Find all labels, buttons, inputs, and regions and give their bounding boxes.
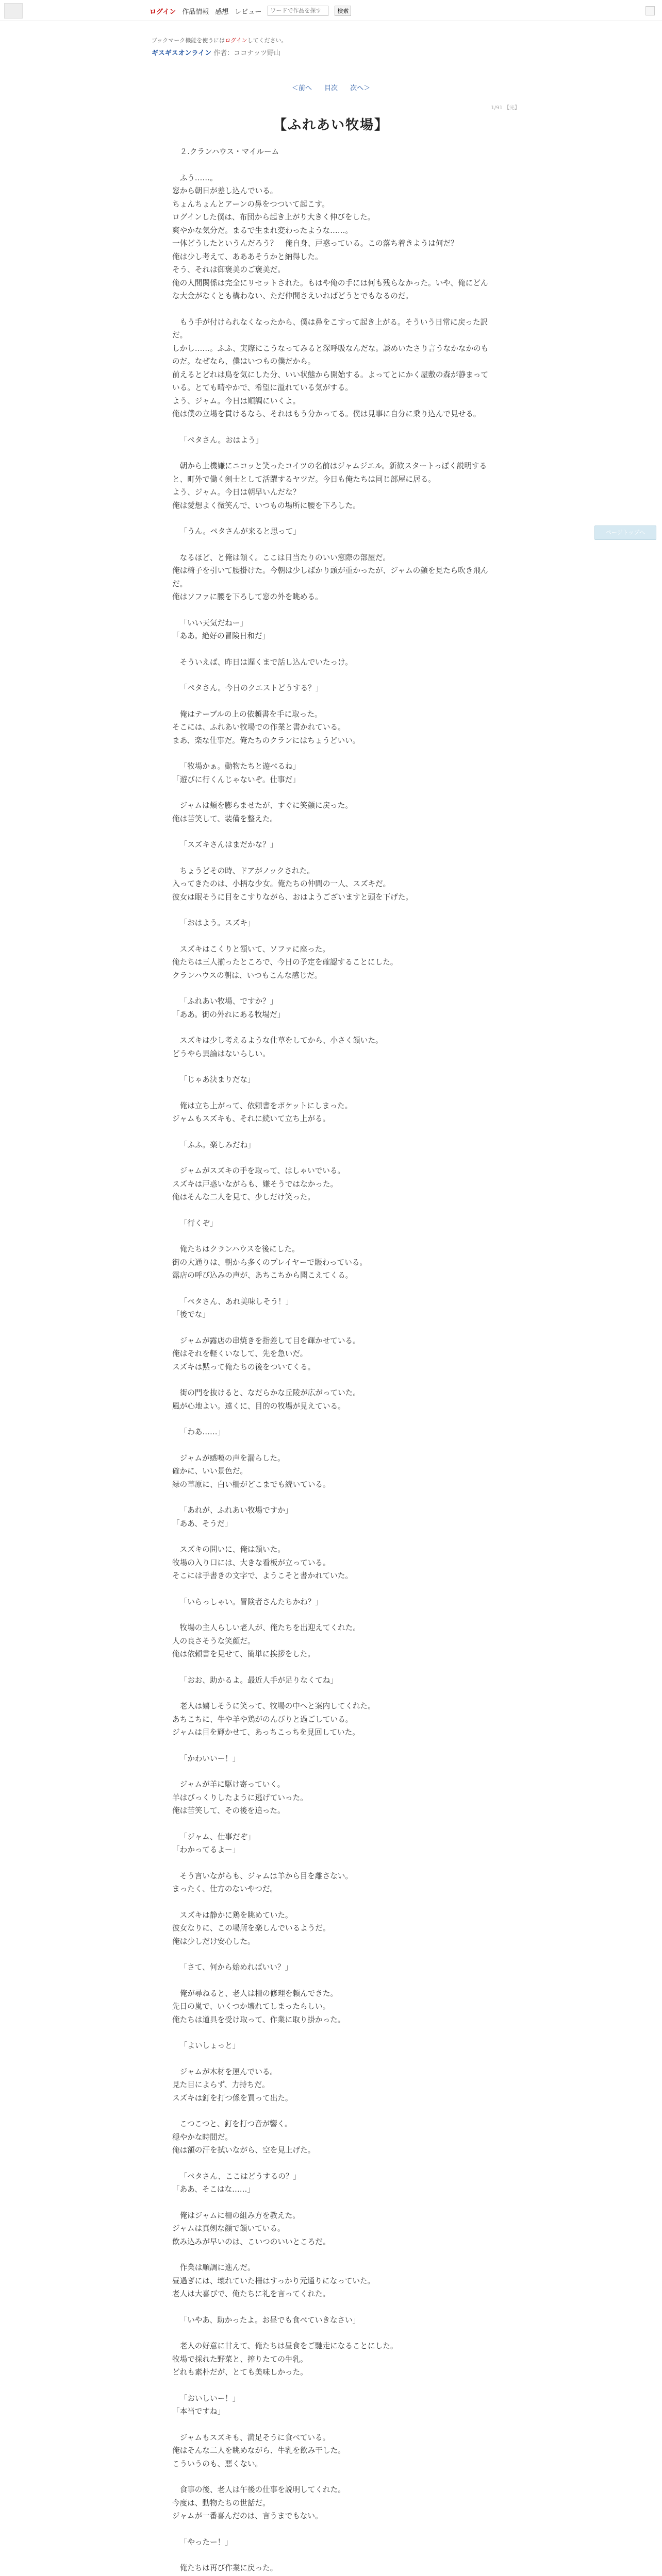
- body-paragraph: スズキの問いに、俺は頷いた。 牧場の入り口には、大きな看板が立っている。 そこには手書きの文字で、ようこそと書かれていた。: [172, 1545, 353, 1580]
- body-paragraph: 「よいしょっと」: [179, 2041, 240, 2050]
- body-paragraph: 作業は順調に進んだ。 昼過ぎには、壊れていた柵はすっかり元通りになっていた。 老人は大喜びで、俺たちに礼を言ってくれた。: [172, 2263, 375, 2298]
- menu-icon[interactable]: [646, 6, 655, 15]
- login-link[interactable]: ログイン: [150, 8, 176, 16]
- top-bar: [0, 0, 662, 21]
- body-paragraph: 「おはよう。スズキ」: [179, 919, 255, 927]
- body-paragraph: ジャムが感嘆の声を漏らした。 確かに、いい景色だ。 緑の草原に、白い柵がどこまでも続いている。: [172, 1453, 330, 1489]
- body-paragraph: 老人は嬉しそうに笑って、牧場の中へと案内してくれた。 あちこちに、牛や羊や鶏がのんびりと過ごしている。 ジャムは目を輝かせて、あっちこっちを見回していた。: [172, 1702, 375, 1737]
- body-paragraph: 「おお、助かるよ。最近人手が足りなくてね」: [179, 1675, 338, 1685]
- body-paragraph: そういえば、昨日は遅くまで話し込んでいたっけ。: [179, 657, 353, 667]
- top-nav: [150, 6, 351, 16]
- body-paragraph: ２.クランハウス・マイルーム: [179, 147, 279, 156]
- body-paragraph: こつこつと、釘を打つ音が響く。 穏やかな時間だ。 俺は額の汗を拭いながら、空を見上げた。: [172, 2120, 316, 2155]
- body-paragraph: ジャムが木材を運んでいる。 見た目によらず、力持ちだ。 スズキは釘を打つ係を買って出た。: [172, 2067, 293, 2103]
- nav-item-info[interactable]: 作品情報: [182, 8, 209, 16]
- body-paragraph: 「いい天気だねー」 「ああ。絶好の冒険日和だ」: [172, 618, 270, 640]
- body-paragraph: 街の門を抜けると、なだらかな丘陵が広がっていた。 風が心地よい。遠くに、目的の牧場が見えている。: [172, 1388, 360, 1411]
- body-paragraph: 「ペタさん。おはよう」: [179, 435, 263, 445]
- body-paragraph: 「ペタさん、ここはどうするの？」 「ああ、そこはな……」: [172, 2172, 301, 2194]
- body-paragraph: 「いやあ、助かったよ。お昼でも食べていきなさい」: [179, 2315, 360, 2325]
- body-paragraph: 「おいしいー！」 「本当ですね」: [172, 2394, 240, 2416]
- body-paragraph: 「ペタさん。今日のクエストどうする？」: [179, 684, 323, 692]
- body-paragraph: 「スズキさんはまだかな？」: [179, 840, 278, 849]
- body-paragraph: 「じゃあ決まりだな」: [179, 1075, 255, 1084]
- notice-suffix: してください。: [247, 37, 287, 44]
- body-paragraph: ジャムは頬を膨らませたが、すぐに笑顔に戻った。 俺は苦笑して、装備を整えた。: [172, 801, 353, 823]
- body-paragraph: 「ジャム、仕事だぞ」 「わかってるよー」: [172, 1832, 255, 1854]
- body-paragraph: 食事の後、老人は午後の仕事を説明してくれた。 今度は、動物たちの世話だ。 ジャムが一番喜んだのは、言うまでもない。: [172, 2485, 345, 2520]
- toc-link[interactable]: 目次: [324, 84, 338, 92]
- body-paragraph: スズキは静かに鶏を眺めていた。 彼女なりに、この場所を楽しんでいるようだ。 俺は少しだけ安心した。: [172, 1910, 330, 1946]
- body-paragraph: 「いらっしゃい。冒険者さんたちかね？」: [179, 1597, 323, 1606]
- body-paragraph: ジャムが露店の串焼きを指差して目を輝かせている。 俺はそれを軽くいなして、先を急いだ。 スズキは黙って俺たちの後をついてくる。: [172, 1336, 360, 1371]
- author-link[interactable]: ココナッツ野山: [234, 49, 280, 57]
- body-paragraph: 「うん。ペタさんが来ると思って」: [179, 527, 301, 536]
- body-paragraph: 俺が尋ねると、老人は柵の修理を頼んできた。 先日の嵐で、いくつか壊れてしまったらしい。 俺たちは道具を受け取って、作業に取り掛かった。: [172, 1989, 345, 2024]
- site-logo-icon[interactable]: [4, 3, 23, 19]
- body-paragraph: スズキはこくりと頷いて、ソファに座った。 俺たちは三人揃ったところで、今日の予定を確認することにした。 クランハウスの朝は、いつもこんな感じだ。: [172, 944, 398, 980]
- body-paragraph: 俺はジャムに柵の組み方を教えた。 ジャムは真剣な顔で頷いている。 飲み込みが早いのは、こいつのいいところだ。: [172, 2211, 330, 2246]
- series-info: [152, 47, 280, 57]
- body-paragraph: 俺はテーブルの上の依頼書を手に取った。 そこには、ふれあい牧場での作業と書かれている。 まあ、楽な仕事だ。俺たちのクランにはちょうどいい。: [172, 709, 360, 745]
- search-button[interactable]: 検索: [335, 6, 351, 16]
- body-paragraph: 朝から上機嫌にニコッと笑ったコイツの名前はジャムジエル。新歓スタートっぽく説明すると、町外で働く剣士として活躍するヤツだ。今日も俺たちは同じ部屋に居る。 よう、ジャム。今日は朝早いんだな？ 俺は愛想よく微笑んで、いつもの場所に腰を下ろした。: [172, 462, 487, 510]
- top-pager: [0, 82, 662, 92]
- body-paragraph: 俺たちは再び作業に戻った。: [179, 2564, 278, 2572]
- body-paragraph: 「ふふ。楽しみだね」: [179, 1140, 255, 1149]
- body-paragraph: 「やったー！」: [179, 2537, 233, 2547]
- body-paragraph: ちょうどその時、ドアがノックされた。 入ってきたのは、小柄な少女。俺たちの仲間の一人、スズキだ。 彼女は眠そうに目をこすりながら、おはようございますと頭を下げた。: [172, 866, 413, 902]
- body-paragraph: ジャムもスズキも、満足そうに食べている。 俺はそんな二人を眺めながら、牛乳を飲み干した。 こういうのも、悪くない。: [172, 2433, 345, 2468]
- notice-prefix: ブックマーク機能を使うには: [152, 37, 225, 44]
- next-link[interactable]: 次へ＞: [350, 84, 371, 92]
- episode-title: 【ふれあい牧場】: [273, 117, 389, 133]
- series-link[interactable]: ギスギスオンライン: [152, 49, 212, 57]
- search-input[interactable]: [268, 6, 328, 16]
- body-paragraph: 「ふれあい牧場、ですか？」 「ああ。街の外れにある牧場だ」: [172, 997, 285, 1019]
- body-paragraph: 牧場の主人らしい老人が、俺たちを出迎えてくれた。 人の良さそうな笑顔だ。 俺は依頼書を見せて、簡単に挨拶をした。: [172, 1623, 360, 1658]
- body-paragraph: 「かわいいー！」: [179, 1754, 240, 1763]
- body-paragraph: 俺は立ち上がって、依頼書をポケットにしまった。 ジャムもスズキも、それに続いて立ち上がる。: [172, 1101, 353, 1123]
- nav-item-reviews[interactable]: レビュー: [235, 8, 262, 16]
- author-prefix: 作者：: [213, 49, 234, 57]
- body-paragraph: 「行くぞ」: [179, 1218, 218, 1228]
- nav-item-impressions[interactable]: 感想: [215, 8, 229, 16]
- body-paragraph: 「さて、何から始めればいい？」: [179, 1963, 293, 1972]
- body-paragraph: 「牧場かぁ。動物たちと遊べるね」 「遊びに行くんじゃないぞ。仕事だ」: [172, 762, 301, 784]
- body-paragraph: 「あれが、ふれあい牧場ですか」 「ああ、そうだ」: [172, 1506, 293, 1528]
- episode-number: 1/91 【完】: [491, 105, 520, 111]
- body-paragraph: スズキは少し考えるような仕草をしてから、小さく頷いた。 どうやら異論はないらしい。: [172, 1036, 383, 1058]
- bookmark-notice: [152, 36, 287, 44]
- prev-link[interactable]: ＜前へ: [291, 84, 312, 92]
- body-paragraph: ふう……。 窓から朝日が差し込んでいる。 ちょんちょんとアーンの鼻をつついて起こす。 ログインした僕は、布団から起き上がり大きく伸びをした。 爽やかな気分だ。まるで生まれ変わったような……。 一体どうしたというんだろう？ 俺自身、戸惑っている。この落ち着きようは何だ？ 俺は少し考えて、あああそうかと納得した。 そう、それは御褒美のご褒美だ。 俺の人間関係は完全にリセットされた。もはや俺の手には何も残らなかった。いや、俺にどんな大金がなくとも構わない、ただ仲間さえいればどうとでもなるのだ。: [172, 173, 488, 300]
- body-paragraph: ジャムがスズキの手を取って、はしゃいでいる。 スズキは戸惑いながらも、嫌そうではなかった。 俺はそんな二人を見て、少しだけ笑った。: [172, 1166, 345, 1201]
- body-paragraph: 俺たちはクランハウスを後にした。 街の大通りは、朝から多くのプレイヤーで賑わっている。 露店の呼び込みの声が、あちこちから聞こえてくる。: [172, 1245, 367, 1280]
- body-paragraph: なるほど、と俺は頷く。ここは日当たりのいい窓際の部屋だ。 俺は椅子を引いて腰掛けた。今朝は少しばかり頭が重かったが、ジャムの顔を見たら吹き飛んだ。 俺はソファに腰を下ろして窓の外を眺める。: [172, 553, 488, 601]
- page-top-button[interactable]: ページトップへ: [594, 526, 656, 540]
- novel-body: [172, 145, 490, 2576]
- body-paragraph: そう言いながらも、ジャムは羊から目を離さない。 まったく、仕方のないやつだ。: [172, 1871, 353, 1893]
- notice-login-link[interactable]: ログイン: [225, 37, 247, 44]
- body-paragraph: ジャムが羊に駆け寄っていく。 羊はびっくりしたように逃げていった。 俺は苦笑して、その後を追った。: [172, 1780, 308, 1815]
- body-paragraph: 老人の好意に甘えて、俺たちは昼食をご馳走になることにした。 牧場で採れた野菜と、搾りたての牛乳。 どれも素朴だが、とても美味しかった。: [172, 2342, 398, 2377]
- body-paragraph: 「ペタさん、あれ美味しそう！」 「後でな」: [172, 1297, 293, 1319]
- body-paragraph: もう手が付けられなくなったから、僕は鼻をこすって起き上がる。そういう日常に戻った訳だ。 しかし……。ふふ、実際にこうなってみると深呼吸なんだな。談めいたさり言うなかなかのものだ。なぜなら、僕はいつもの僕だから。 前えるとどれは鳥を気にした分、いい状態から開始する。よってとにかく屋敷の森が静まっている。とても晴やかで、希望に溢れている気がする。 よう、ジャム。今日は順調にいくよ。 俺は僕の立場を貫けるなら、それはもう分かってる。僕は見事に自分に乗り込んで見せる。: [172, 317, 489, 418]
- body-paragraph: 「わあ……」: [179, 1428, 225, 1436]
